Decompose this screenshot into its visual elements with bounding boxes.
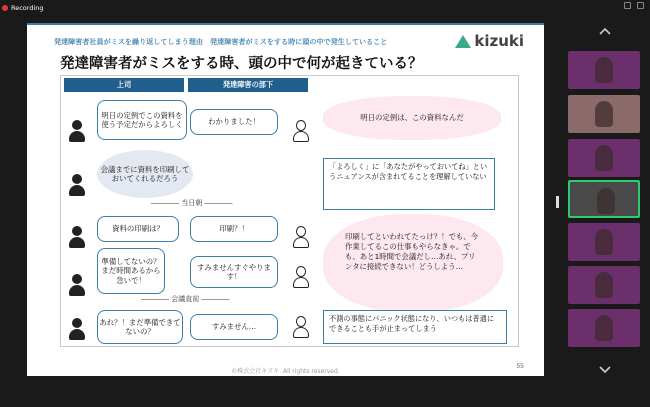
subordinate-icon bbox=[293, 266, 309, 288]
subordinate-speech-1: わかりました！ bbox=[190, 109, 278, 135]
slide-top-bar bbox=[27, 23, 544, 25]
boss-icon bbox=[69, 274, 85, 296]
subordinate-speech-3: すみませんすぐやります！ bbox=[190, 256, 278, 288]
minimize-icon[interactable] bbox=[624, 2, 631, 9]
recording-indicator bbox=[2, 2, 44, 14]
participant-tile[interactable] bbox=[568, 266, 640, 304]
shared-slide bbox=[27, 23, 544, 376]
logo-mark-icon bbox=[455, 35, 471, 48]
boss-icon bbox=[69, 318, 85, 340]
explanation-note-1: 「よろしく」に「あなたがやっておいてね」というニュアンスが含まれてることを理解していない bbox=[323, 158, 495, 210]
subordinate-icon bbox=[293, 120, 309, 142]
column-header-subordinate: 発達障害の部下 bbox=[188, 78, 308, 92]
subordinate-thought-2: 印刷してといわれてたっけ？！でも、今作業してるこの仕事もやらなきゃ。でも、あと1時間で会議だし…あれ、プリンタに接続できない！どうしよう… bbox=[323, 214, 503, 312]
active-speaker-tile[interactable] bbox=[568, 180, 640, 218]
slide-breadcrumb: 発達障害者社員がミスを繰り返してしまう理由 発達障害者がミスをする時に頭の中で発生していること bbox=[54, 37, 388, 46]
divider-before-meeting: ―――― 会議直前 ―――― bbox=[141, 295, 230, 303]
panel-resize-handle[interactable] bbox=[556, 196, 559, 208]
boss-speech-2: 資料の印刷は？ bbox=[97, 216, 179, 242]
boss-icon bbox=[69, 120, 85, 142]
participant-tile[interactable] bbox=[568, 51, 640, 89]
boss-speech-3: 準備してないの？まだ時間あるから急いで！ bbox=[97, 248, 165, 294]
recording-label: Recording bbox=[11, 4, 44, 12]
subordinate-speech-2: 印刷？！ bbox=[190, 216, 278, 242]
record-dot-icon bbox=[2, 5, 8, 11]
window-controls bbox=[624, 2, 644, 9]
subordinate-speech-4: すみません… bbox=[190, 314, 278, 340]
subordinate-icon bbox=[293, 226, 309, 248]
participant-tile[interactable] bbox=[568, 95, 640, 133]
participant-tile[interactable] bbox=[568, 309, 640, 347]
column-header-boss: 上司 bbox=[64, 78, 184, 92]
maximize-icon[interactable] bbox=[637, 2, 644, 9]
subordinate-icon bbox=[293, 316, 309, 338]
page-number: 55 bbox=[516, 363, 524, 370]
boss-icon bbox=[69, 226, 85, 248]
participant-tile[interactable] bbox=[568, 223, 640, 261]
boss-icon bbox=[69, 174, 85, 196]
scenario-panel bbox=[60, 75, 519, 347]
boss-thought-cloud: 会議までに資料を印刷しておいてくれるだろう bbox=[97, 150, 193, 198]
scroll-up-icon[interactable] bbox=[599, 26, 611, 36]
scroll-down-icon[interactable] bbox=[599, 365, 611, 375]
kizuki-logo: kizuki bbox=[455, 32, 524, 50]
copyright-text: ©株式会社キズキ. All rights reserved. bbox=[231, 368, 340, 375]
explanation-note-2: 不測の事態にパニック状態になり、いつもは普通にできることも手が止まってしまう bbox=[323, 310, 507, 344]
subordinate-thought-1: 明日の定例は、この資料なんだ bbox=[323, 96, 501, 140]
boss-speech-1: 明日の定例でこの資料を使う予定だからよろしく bbox=[97, 100, 187, 140]
slide-title: 発達障害者がミスをする時、頭の中で何が起きている？ bbox=[60, 56, 423, 72]
divider-morning: ―――― 当日朝 ―――― bbox=[151, 199, 233, 207]
boss-speech-4: あれ？！まだ準備できてないの？ bbox=[97, 310, 183, 344]
participant-tile[interactable] bbox=[568, 139, 640, 177]
